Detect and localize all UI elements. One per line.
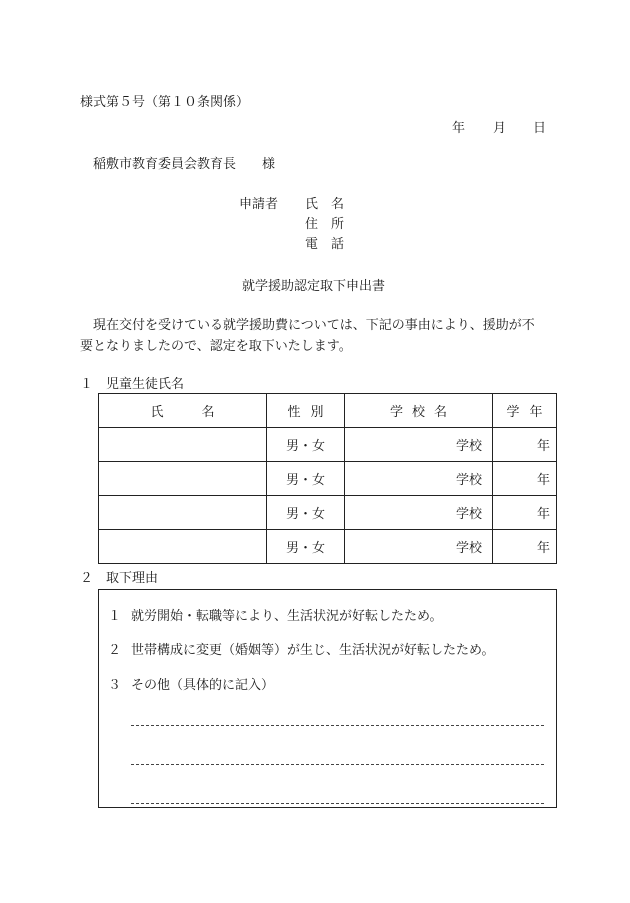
reason-box xyxy=(98,589,557,808)
student-name-cell[interactable] xyxy=(99,462,267,496)
reason-number: ２ xyxy=(108,643,122,658)
reason-item-2[interactable] xyxy=(108,639,494,658)
table-row xyxy=(99,428,557,462)
header-sex: 性別 xyxy=(267,394,345,428)
reason-text: 就労開始・転職等により、生活状況が好転したため。 xyxy=(131,609,443,624)
header-grade: 学年 xyxy=(493,394,557,428)
header-school: 学校名 xyxy=(345,394,493,428)
reason-text: その他（具体的に記入） xyxy=(131,678,275,693)
student-school-cell[interactable]: 学校 xyxy=(345,428,493,462)
reason-text: 世帯構成に変更（婚姻等）が生じ、生活状況が好転したため。 xyxy=(131,643,495,658)
student-grade-cell[interactable]: 年 xyxy=(493,462,557,496)
reason-number: ３ xyxy=(108,678,122,693)
reason-detail-line-2[interactable] xyxy=(131,764,544,765)
header-name: 氏名 xyxy=(99,394,267,428)
table-row xyxy=(99,462,557,496)
reason-item-1[interactable] xyxy=(108,605,442,624)
student-name-cell[interactable] xyxy=(99,530,267,564)
applicant-address-field: 住 所 xyxy=(305,217,345,232)
student-school-cell[interactable]: 学校 xyxy=(345,530,493,564)
reason-detail-line-1[interactable] xyxy=(131,725,544,726)
reason-number: １ xyxy=(108,609,122,624)
addressee: 稲敷市教育委員会教育長 様 xyxy=(93,157,276,172)
student-sex-cell[interactable]: 男・女 xyxy=(267,462,345,496)
student-grade-cell[interactable]: 年 xyxy=(493,496,557,530)
student-sex-cell[interactable]: 男・女 xyxy=(267,530,345,564)
table-row xyxy=(99,496,557,530)
body-text-line-1: 現在交付を受けている就学援助費については、下記の事由により、援助が不 xyxy=(93,318,535,333)
applicant-phone-field: 電 話 xyxy=(305,237,345,252)
reason-item-3[interactable] xyxy=(108,674,274,693)
student-table xyxy=(98,393,557,564)
student-school-cell[interactable]: 学校 xyxy=(345,496,493,530)
table-header-row xyxy=(99,394,557,428)
date-month: 月 xyxy=(493,121,507,136)
student-grade-cell[interactable]: 年 xyxy=(493,428,557,462)
student-grade-cell[interactable]: 年 xyxy=(493,530,557,564)
section-1-heading: １ 児童生徒氏名 xyxy=(80,377,185,392)
reason-detail-line-3[interactable] xyxy=(131,803,544,804)
body-text-line-2: 要となりましたので、認定を取下いたします。 xyxy=(80,339,352,354)
applicant-label: 申請者 xyxy=(239,197,279,212)
student-sex-cell[interactable]: 男・女 xyxy=(267,496,345,530)
form-number: 様式第５号（第１０条関係） xyxy=(80,95,250,110)
student-name-cell[interactable] xyxy=(99,428,267,462)
student-school-cell[interactable]: 学校 xyxy=(345,462,493,496)
date-day: 日 xyxy=(533,121,547,136)
document-title: 就学援助認定取下申出書 xyxy=(242,279,386,294)
student-sex-cell[interactable]: 男・女 xyxy=(267,428,345,462)
table-row xyxy=(99,530,557,564)
date-year: 年 xyxy=(452,121,466,136)
student-name-cell[interactable] xyxy=(99,496,267,530)
section-2-heading: ２ 取下理由 xyxy=(80,571,159,586)
applicant-name-field: 氏 名 xyxy=(305,197,345,212)
